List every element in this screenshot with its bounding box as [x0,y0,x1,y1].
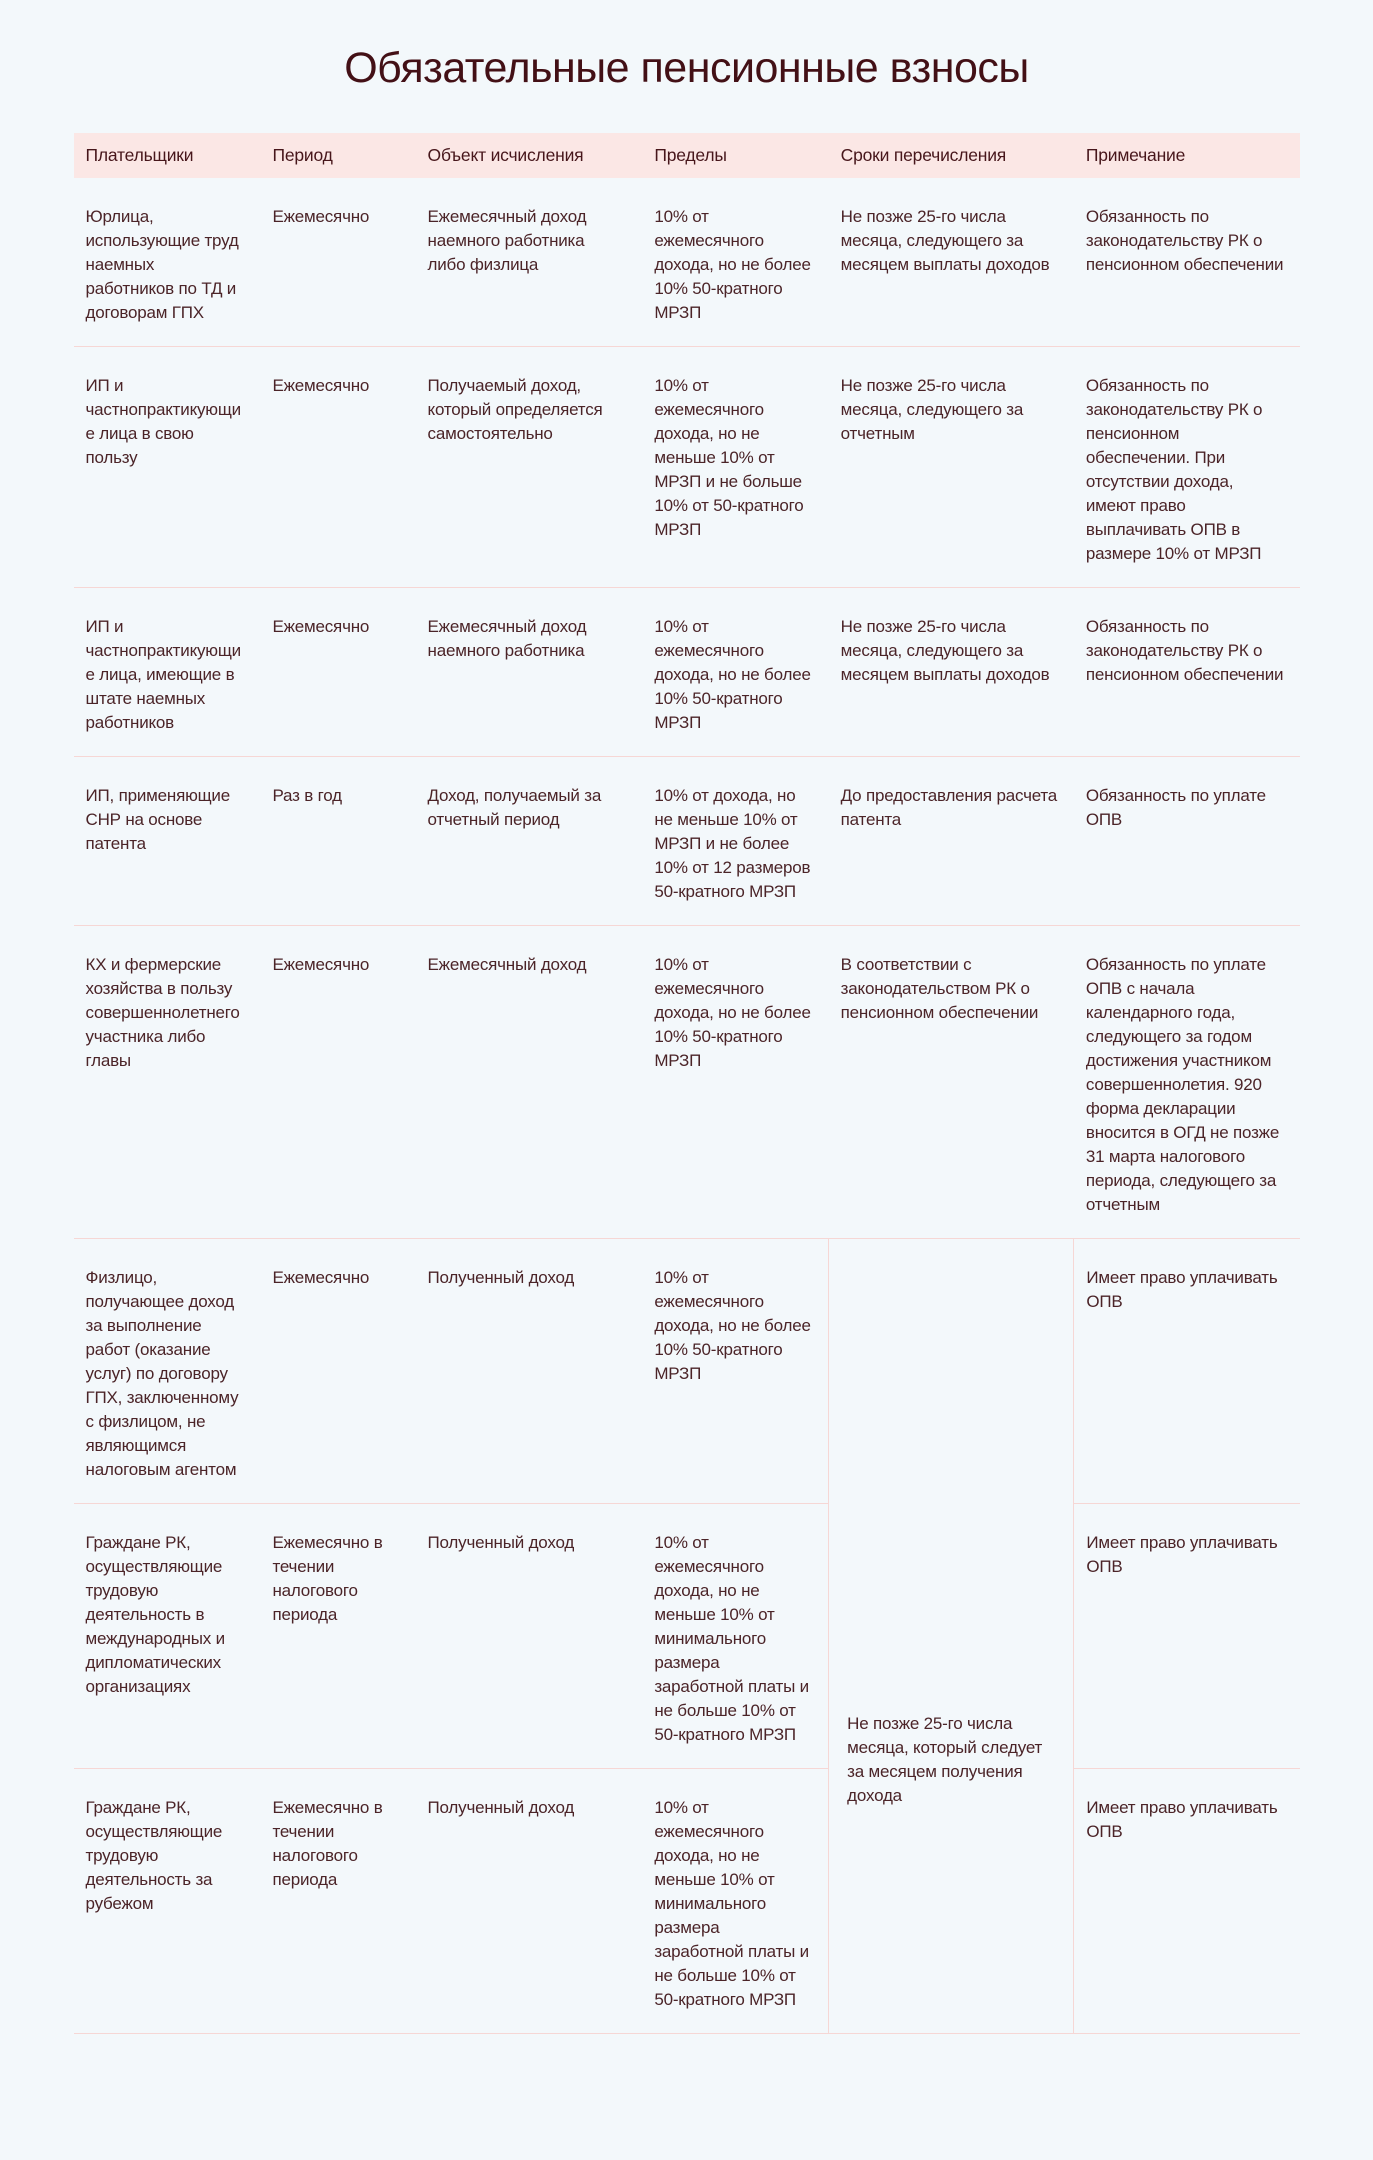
column-header-limits: Пределы [642,133,828,178]
table-row [74,756,1300,925]
cell-deadline: Не позже 25-го числа месяца, следующего за месяцем выплаты доходов [840,206,1050,274]
pension-contributions-table [74,133,1300,2034]
cell-object: Полученный доход [416,1768,643,2033]
cell-limits: 10% от ежемесячного дохода, но не более 10% 50-кратного МРЗП [654,206,811,322]
cell-period: Ежемесячно [260,587,415,756]
cell-payer: Физлицо, получающее доход за выполнение работ (оказание услуг) по договору ГПХ, заключенному с физлицом, не являющимся налоговым агентом [74,1238,261,1503]
cell-payer: Юрлица, использующие труд наемных работников по ТД и договорам ГПХ [85,206,239,322]
table-row [74,925,1300,1238]
cell-period: Ежемесячно [272,206,370,226]
cell-limits: 10% от дохода, но не меньше 10% от МРЗП и не более 10% от 12 размеров 50-кратного МРЗП [642,756,828,925]
column-header-payers: Плательщики [74,133,261,178]
cell-note: Имеет право уплачивать ОПВ [1074,1238,1300,1503]
cell-period: Ежемесячно в течении налогового периода [260,1503,415,1768]
cell-payer: ИП и частнопрактикующие лица, имеющие в штате наемных работников [74,587,261,756]
table-row [74,346,1300,587]
cell-object: Ежемесячный доход наемного работника либо физлица [427,206,587,274]
cell-note: Имеет право уплачивать ОПВ [1074,1768,1300,2033]
table-row [74,587,1300,756]
table-row [74,1503,1300,1768]
cell-deadline-merged: Не позже 25-го числа месяца, который следует за месяцем получения дохода [829,1238,1074,2033]
cell-period: Ежемесячно [260,925,415,1238]
cell-note: Обязанность по уплате ОПВ [1074,756,1300,925]
cell-period: Ежемесячно [260,346,415,587]
cell-limits: 10% от ежемесячного дохода, но не более 10% 50-кратного МРЗП [642,925,828,1238]
cell-object: Полученный доход [416,1503,643,1768]
column-header-object: Объект исчисления [416,133,643,178]
table-row [74,178,1300,347]
page-title: Обязательные пенсионные взносы [344,44,1029,92]
cell-deadline: В соответствии с законодательством РК о пенсионном обеспечении [829,925,1074,1238]
cell-limits: 10% от ежемесячного дохода, но не более 10% 50-кратного МРЗП [642,587,828,756]
cell-payer: Граждане РК, осуществляющие трудовую деятельность за рубежом [74,1768,261,2033]
table-header-row [74,133,1300,178]
cell-deadline: До предоставления расчета патента [829,756,1074,925]
cell-period: Ежемесячно в течении налогового периода [260,1768,415,2033]
cell-note: Обязанность по законодательству РК о пенсионном обеспечении. При отсутствии дохода, имеют право выплачивать ОПВ в размере 10% от МРЗП [1074,346,1300,587]
cell-limits: 10% от ежемесячного дохода, но не более 10% 50-кратного МРЗП [642,1238,828,1503]
cell-limits: 10% от ежемесячного дохода, но не меньше 10% от минимального размера заработной платы и не больше 10% от 50-кратного МРЗП [642,1503,828,1768]
column-header-note: Примечание [1074,133,1300,178]
cell-object: Ежемесячный доход наемного работника [416,587,643,756]
cell-note: Имеет право уплачивать ОПВ [1074,1503,1300,1768]
cell-object: Доход, получаемый за отчетный период [416,756,643,925]
cell-payer: ИП и частнопрактикующие лица в свою пользу [74,346,261,587]
table-row [74,1768,1300,2033]
cell-payer: ИП, применяющие СНР на основе патента [74,756,261,925]
cell-object: Получаемый доход, который определяется самостоятельно [416,346,643,587]
column-header-deadline: Сроки перечисления [829,133,1074,178]
cell-deadline: Не позже 25-го числа месяца, следующего за отчетным [829,346,1074,587]
cell-note: Обязанность по уплате ОПВ с начала календарного года, следующего за годом достижения участником совершеннолетия. 920 форма декларации вносится в ОГД не позже 31 марта налогового периода, следующего за отчетным [1074,925,1300,1238]
cell-deadline: Не позже 25-го числа месяца, следующего за месяцем выплаты доходов [829,587,1074,756]
cell-note: Обязанность по законодательству РК о пенсионном обеспечении [1085,206,1284,274]
table-row [74,1238,1300,1503]
cell-note: Обязанность по законодательству РК о пенсионном обеспечении [1074,587,1300,756]
cell-payer: КХ и фермерские хозяйства в пользу совершеннолетнего участника либо главы [74,925,261,1238]
cell-period: Раз в год [260,756,415,925]
cell-limits: 10% от ежемесячного дохода, но не меньше 10% от МРЗП и не больше 10% от 50-кратного МРЗП [642,346,828,587]
cell-object: Ежемесячный доход [416,925,643,1238]
column-header-period: Период [260,133,415,178]
cell-object: Полученный доход [416,1238,643,1503]
cell-period: Ежемесячно [260,1238,415,1503]
cell-payer: Граждане РК, осуществляющие трудовую деятельность в международных и дипломатических организациях [74,1503,261,1768]
cell-limits: 10% от ежемесячного дохода, но не меньше 10% от минимального размера заработной платы и не больше 10% от 50-кратного МРЗП [642,1768,828,2033]
